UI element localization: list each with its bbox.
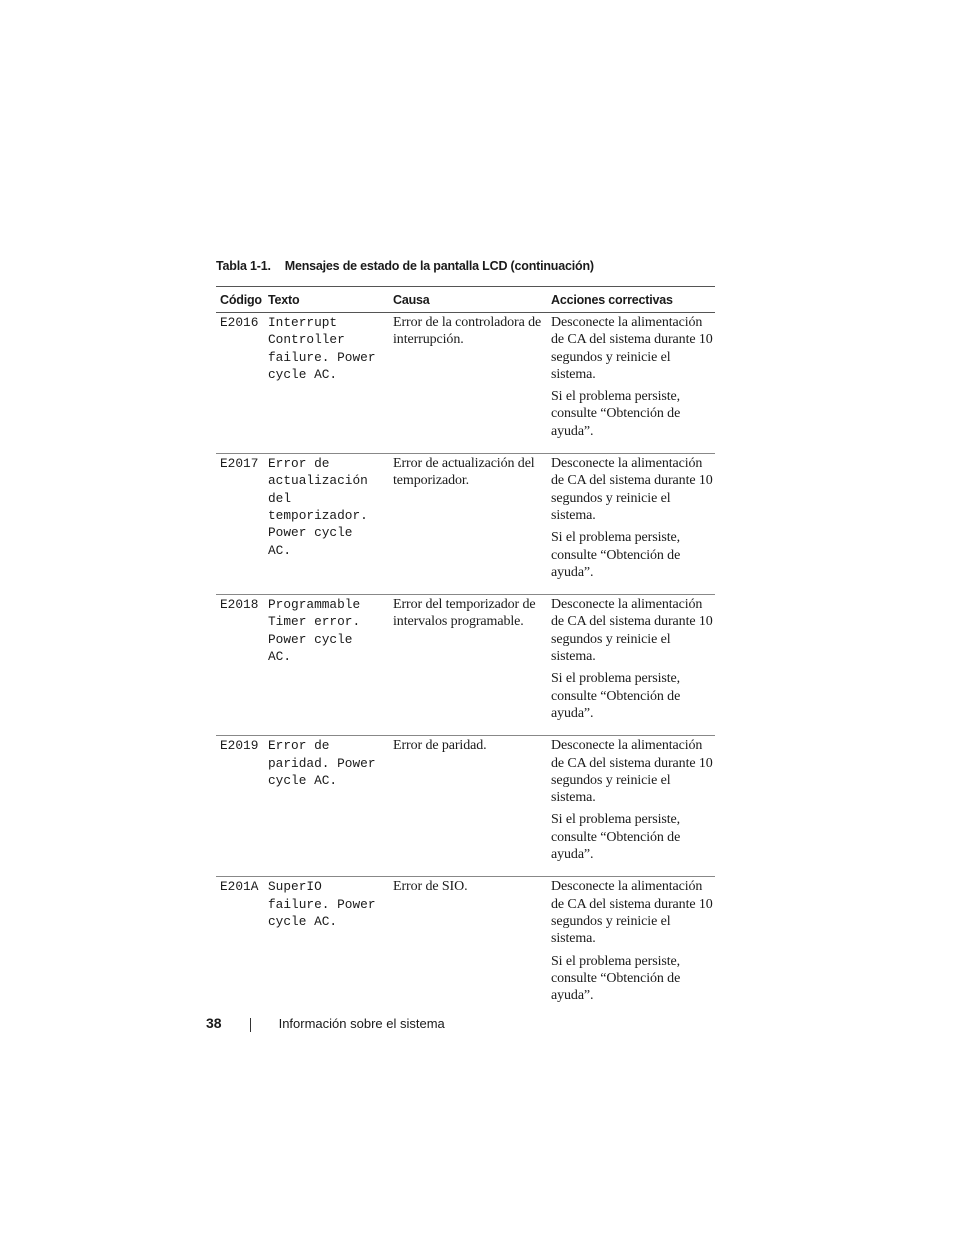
header-code: Código	[220, 292, 262, 307]
row-cause: Error del temporizador de intervalos programable.	[393, 597, 536, 630]
row-action-primary: Desconecte la alimentación de CA del sistema durante 10 segundos y reinicie el sistema.	[551, 738, 713, 806]
row-actions	[551, 737, 715, 876]
row-action-secondary: Si el problema persiste, consulte “Obtención de ayuda”.	[551, 530, 681, 580]
row-action-primary: Desconecte la alimentación de CA del sistema durante 10 segundos y reinicie el sistema.	[551, 879, 713, 947]
table-caption	[216, 259, 594, 273]
table-row	[216, 877, 715, 1017]
row-action-primary: Desconecte la alimentación de CA del sistema durante 10 segundos y reinicie el sistema.	[551, 456, 713, 523]
row-code: E2018	[220, 597, 259, 613]
row-code: E201A	[220, 879, 259, 895]
header-cause: Causa	[393, 292, 430, 307]
table-row	[216, 454, 715, 595]
row-cause: Error de actualización del temporizador.	[393, 456, 535, 489]
table-row	[216, 736, 715, 877]
row-action-primary: Desconecte la alimentación de CA del sistema durante 10 segundos y reinicie el sistema.	[551, 315, 713, 382]
page-footer	[206, 1015, 445, 1032]
table-caption-title: Mensajes de estado de la pantalla LCD (continuación)	[284, 259, 594, 273]
table-row	[216, 313, 715, 454]
row-text: Programmable Timer error. Power cycle AC.	[268, 597, 361, 665]
row-actions	[551, 455, 715, 594]
row-actions	[551, 878, 715, 1017]
row-text: Error de actualización del temporizador. Power cycle AC.	[268, 456, 368, 558]
row-action-secondary: Si el problema persiste, consulte “Obtención de ayuda”.	[551, 812, 681, 863]
row-text: Interrupt Controller failure. Power cycle AC.	[268, 315, 376, 382]
table-header-row	[216, 286, 715, 313]
row-action-primary: Desconecte la alimentación de CA del sistema durante 10 segundos y reinicie el sistema.	[551, 597, 713, 665]
row-cause: Error de SIO.	[393, 879, 468, 895]
header-actions: Acciones correctivas	[551, 292, 673, 307]
row-action-secondary: Si el problema persiste, consulte “Obtención de ayuda”.	[551, 953, 681, 1004]
row-cause: Error de paridad.	[393, 738, 487, 754]
footer-section-title: Información sobre el sistema	[278, 1016, 445, 1031]
row-text: Error de paridad. Power cycle AC.	[268, 738, 376, 788]
footer-separator	[250, 1018, 251, 1032]
row-action-secondary: Si el problema persiste, consulte “Obtención de ayuda”.	[551, 389, 681, 439]
table-row	[216, 595, 715, 736]
row-action-secondary: Si el problema persiste, consulte “Obtención de ayuda”.	[551, 671, 681, 721]
row-actions	[551, 596, 715, 735]
row-code: E2016	[220, 315, 259, 330]
table-caption-label: Tabla 1-1.	[216, 259, 271, 273]
row-cause: Error de la controladora de interrupción.	[393, 315, 542, 348]
row-text: SuperIO failure. Power cycle AC.	[268, 879, 376, 929]
row-code: E2019	[220, 738, 259, 754]
row-actions	[551, 314, 715, 453]
page-number: 38	[206, 1015, 222, 1031]
row-code: E2017	[220, 456, 259, 472]
lcd-status-table	[216, 286, 715, 1017]
header-text: Texto	[268, 292, 300, 307]
